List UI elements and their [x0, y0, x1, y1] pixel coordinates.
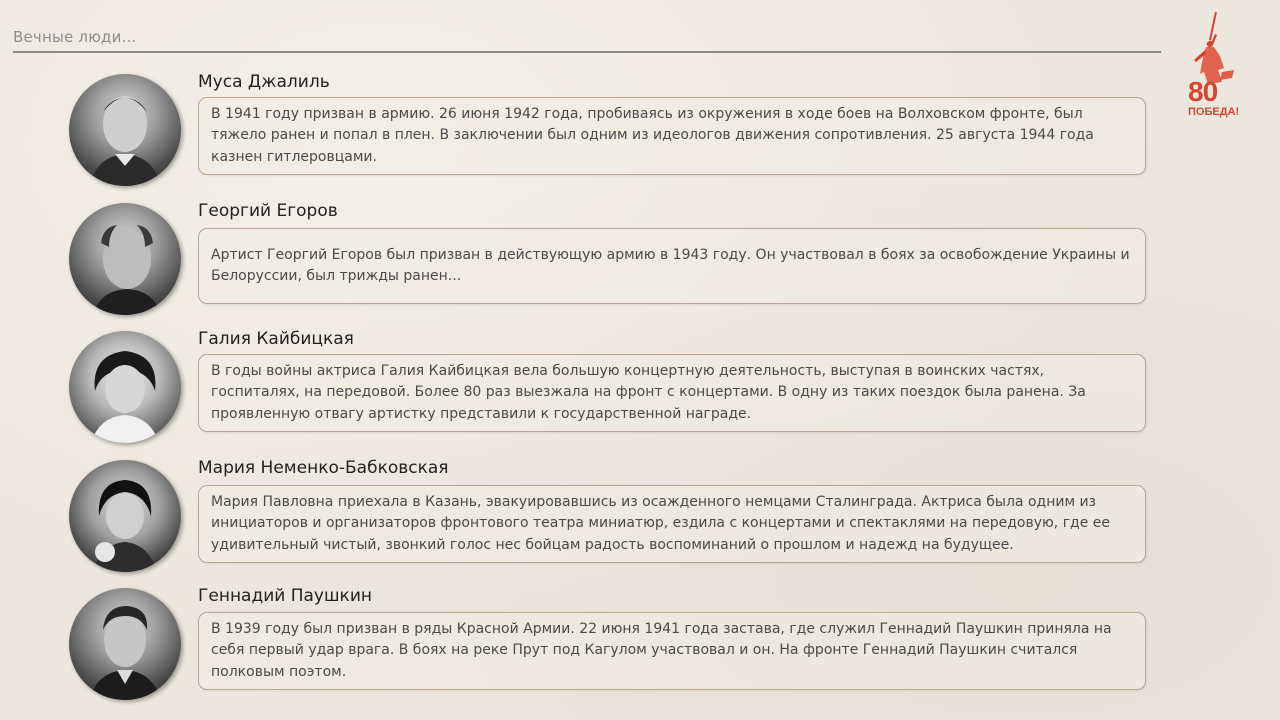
person-bio: В годы войны актриса Галия Кайбицкая вела большую концертную деятельность, выступая в воинских частях, госпиталях, на передовой. Более 80 раз выезжала на фронт с концертами. В одну из таких поездок была ранена. За проявленную отвагу артистку представили к государственной награде.: [198, 354, 1146, 432]
person-card: [0, 586, 1280, 714]
person-card: [0, 458, 1280, 586]
portrait-photo: [69, 331, 181, 443]
person-bio: В 1939 году был призван в ряды Красной Армии. 22 июня 1941 года застава, где служил Геннадий Паушкин приняла на себя первый удар врага. В боях на реке Прут под Кагулом участвовал и он. На фронте Геннадий Паушкин считался полковым поэтом.: [198, 612, 1146, 690]
logo-caption: ПОБЕДА!: [1188, 106, 1240, 118]
person-name: Галия Кайбицкая: [198, 329, 354, 349]
portrait-photo: [69, 203, 181, 315]
person-bio: Артист Георгий Егоров был призван в действующую армию в 1943 году. Он участвовал в боях за освобождение Украины и Белоруссии, был трижды ранен...: [198, 228, 1146, 304]
person-bio: Мария Павловна приехала в Казань, эвакуировавшись из осажденного немцами Сталинграда. Актриса была одним из инициаторов и организаторов фронтового театра миниатюр, ездила с концертами и спектаклями на передовую, где ее удивительный чистый, звонкий голос нес бойцам радость воспоминаний о прошлом и надежд на будущее.: [198, 485, 1146, 563]
logo-number: 80: [1188, 76, 1218, 107]
person-name: Мария Неменко-Бабковская: [198, 458, 449, 478]
header-divider: [13, 51, 1161, 53]
portrait-photo: [69, 460, 181, 572]
person-name: Георгий Егоров: [198, 201, 338, 221]
person-card: [0, 201, 1280, 329]
page-title: Вечные люди...: [13, 28, 137, 46]
person-name: Геннадий Паушкин: [198, 586, 372, 606]
person-card: [0, 72, 1280, 200]
person-bio: В 1941 году призван в армию. 26 июня 1942 года, пробиваясь из окружения в ходе боев на Волховском фронте, был тяжело ранен и попал в плен. В заключении был одним из идеологов движения сопротивления. 25 августа 1944 года казнен гитлеровцами.: [198, 97, 1146, 175]
person-name: Муса Джалиль: [198, 72, 330, 92]
person-card: [0, 329, 1280, 457]
portrait-photo: [69, 588, 181, 700]
portrait-photo: [69, 74, 181, 186]
